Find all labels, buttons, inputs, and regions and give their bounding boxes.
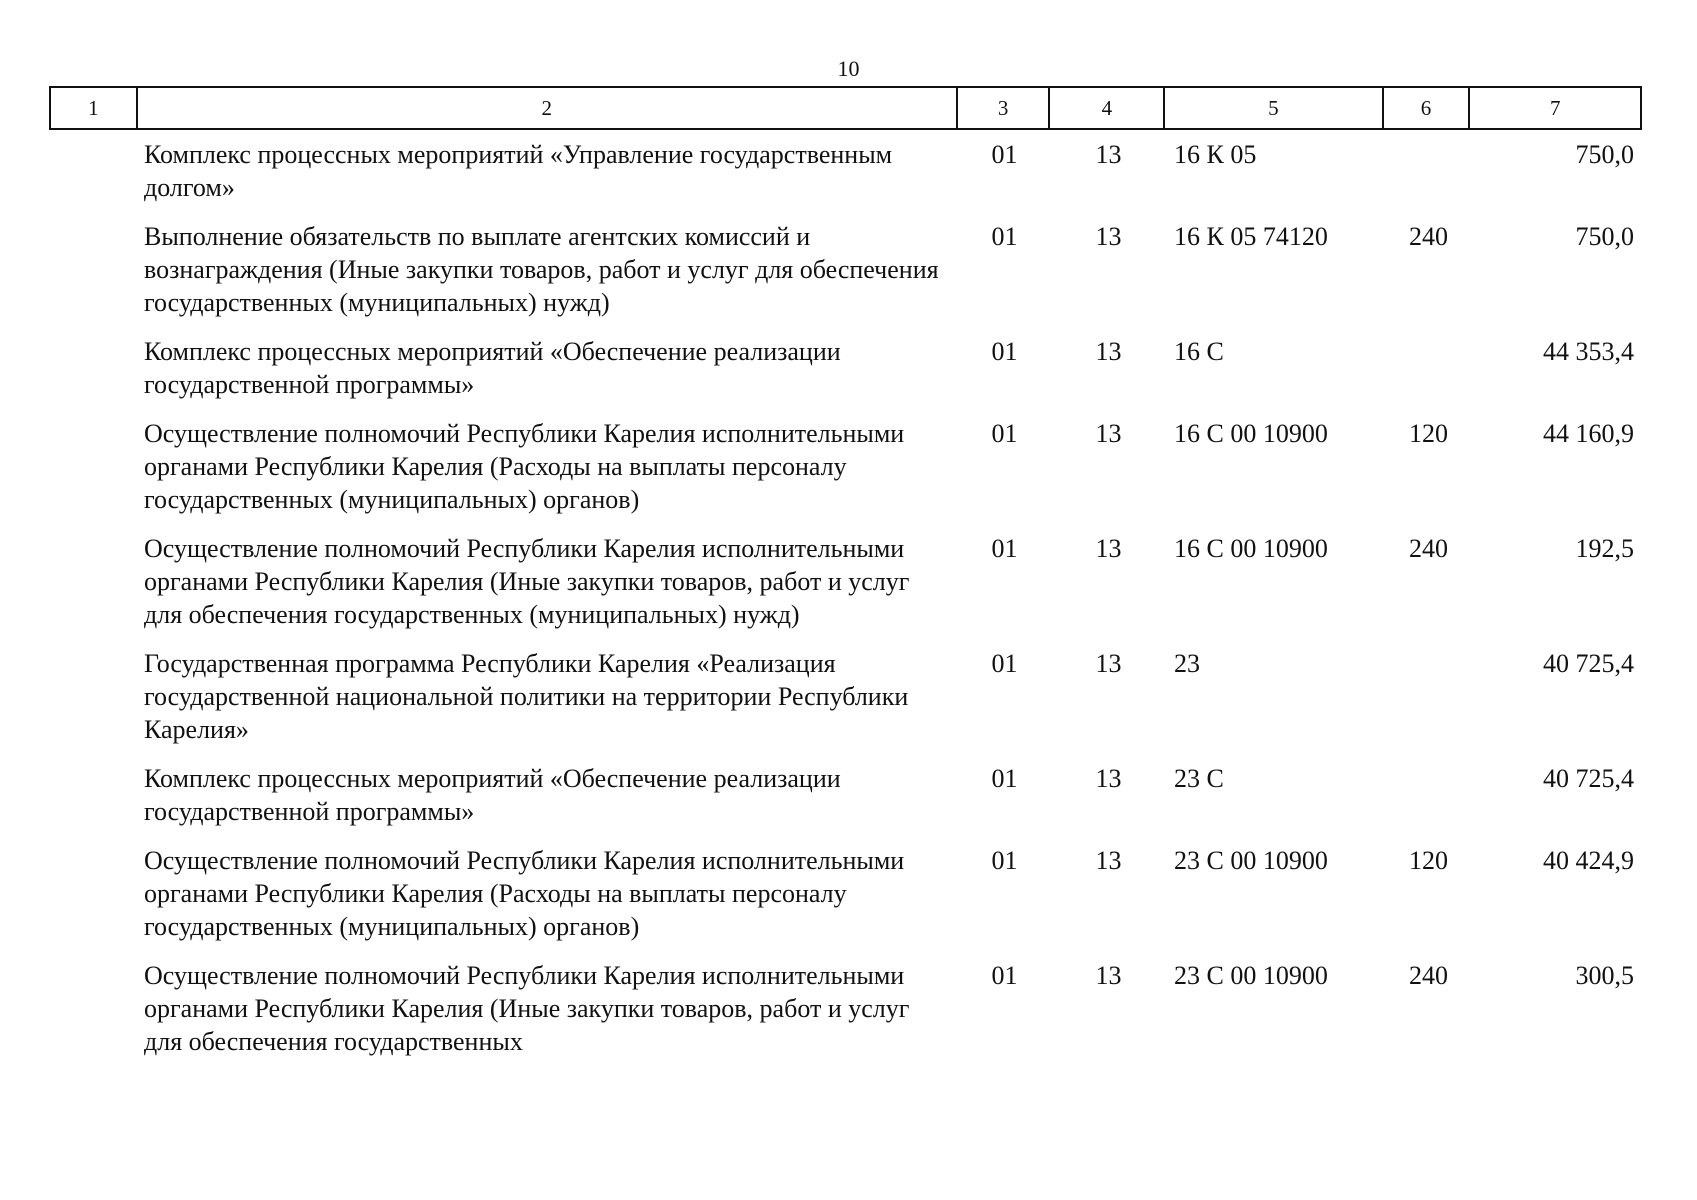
row-subsection: 13 [1095,649,1122,678]
table-row [49,844,1642,943]
row-name: Комплекс процессных мероприятий «Управление государственным долгом» [144,140,893,202]
table-row [49,335,1642,401]
row-amount: 44 353,4 [1543,337,1634,366]
row-subsection: 13 [1095,846,1122,875]
row-name: Осуществление полномочий Республики Карелия исполнительными органами Республики Карелия (Иные закупки товаров, работ и услуг для обеспечения государственных (муниципальных) нужд) [144,534,910,629]
row-index-cell [49,138,136,204]
row-expense-type: 120 [1409,419,1448,448]
row-amount: 40 424,9 [1543,846,1634,875]
row-expense-type [1385,647,1472,746]
row-subsection: 13 [1095,534,1122,563]
row-subsection: 13 [1095,764,1122,793]
header-col-7: 7 [1549,96,1561,120]
row-subsection: 13 [1095,419,1122,448]
row-name: Осуществление полномочий Республики Карелия исполнительными органами Республики Карелия (Иные закупки товаров, работ и услуг для обеспечения государственных [144,961,910,1056]
table-body [49,138,1642,1074]
row-subsection: 13 [1095,140,1122,169]
row-expense-type: 240 [1409,222,1448,251]
row-index-cell [49,335,136,401]
header-col-5: 5 [1165,88,1383,128]
row-target-code: 23 [1174,649,1200,678]
row-index-cell [49,959,136,1058]
row-target-code: 16 С 00 10900 [1174,534,1328,563]
row-amount: 300,5 [1575,961,1634,990]
table-row [49,762,1642,828]
row-name: Комплекс процессных мероприятий «Обеспечение реализации государственной программы» [144,764,841,826]
row-target-code: 16 К 05 74120 [1174,222,1328,251]
row-section: 01 [991,140,1018,169]
row-index-cell [49,417,136,516]
table-row [49,138,1642,204]
row-subsection: 13 [1095,961,1122,990]
row-section: 01 [991,419,1018,448]
row-target-code: 16 С [1174,337,1224,366]
row-target-code: 23 С 00 10900 [1174,846,1328,875]
row-section: 01 [991,846,1018,875]
row-amount: 44 160,9 [1543,419,1634,448]
row-amount: 750,0 [1575,222,1634,251]
row-target-code: 16 К 05 [1174,140,1257,169]
table-header [49,86,1642,130]
row-section: 01 [991,337,1018,366]
header-col-1: 1 [51,88,138,128]
table-row [49,647,1642,746]
table-row [49,532,1642,631]
row-subsection: 13 [1095,337,1122,366]
row-section: 01 [991,534,1018,563]
row-expense-type [1385,335,1472,401]
row-amount: 192,5 [1575,534,1634,563]
row-section: 01 [991,764,1018,793]
header-col-4: 4 [1050,88,1165,128]
row-name: Государственная программа Республики Карелия «Реализация государственной национальной политики на территории Республики Карелия» [144,649,909,744]
row-section: 01 [991,961,1018,990]
row-amount: 40 725,4 [1543,764,1634,793]
row-expense-type: 120 [1409,846,1448,875]
header-col-3: 3 [958,88,1051,128]
row-subsection: 13 [1095,222,1122,251]
row-index-cell [49,762,136,828]
row-target-code: 16 С 00 10900 [1174,419,1328,448]
row-index-cell [49,532,136,631]
page-number: 10 [837,56,860,81]
row-section: 01 [991,649,1018,678]
row-expense-type [1385,138,1472,204]
table-row [49,220,1642,319]
row-name: Выполнение обязательств по выплате агентских комиссий и вознаграждения (Иные закупки товаров, работ и услуг для обеспечения государственных (муниципальных) нужд) [144,222,939,317]
row-amount: 750,0 [1575,140,1634,169]
table-row [49,959,1642,1058]
row-name: Осуществление полномочий Республики Карелия исполнительными органами Республики Карелия (Расходы на выплаты персоналу государственных (муниципальных) органов) [144,846,905,941]
row-target-code: 23 С [1174,764,1224,793]
row-amount: 40 725,4 [1543,649,1634,678]
row-expense-type: 240 [1409,961,1448,990]
table-row [49,417,1642,516]
row-index-cell [49,844,136,943]
row-index-cell [49,220,136,319]
row-section: 01 [991,222,1018,251]
header-col-2: 2 [138,88,958,128]
row-name: Комплекс процессных мероприятий «Обеспечение реализации государственной программы» [144,337,841,399]
header-col-6: 6 [1384,88,1471,128]
row-name: Осуществление полномочий Республики Карелия исполнительными органами Республики Карелия (Расходы на выплаты персоналу государственных (муниципальных) органов) [144,419,905,514]
row-expense-type: 240 [1409,534,1448,563]
row-expense-type [1385,762,1472,828]
row-target-code: 23 С 00 10900 [1174,961,1328,990]
row-index-cell [49,647,136,746]
